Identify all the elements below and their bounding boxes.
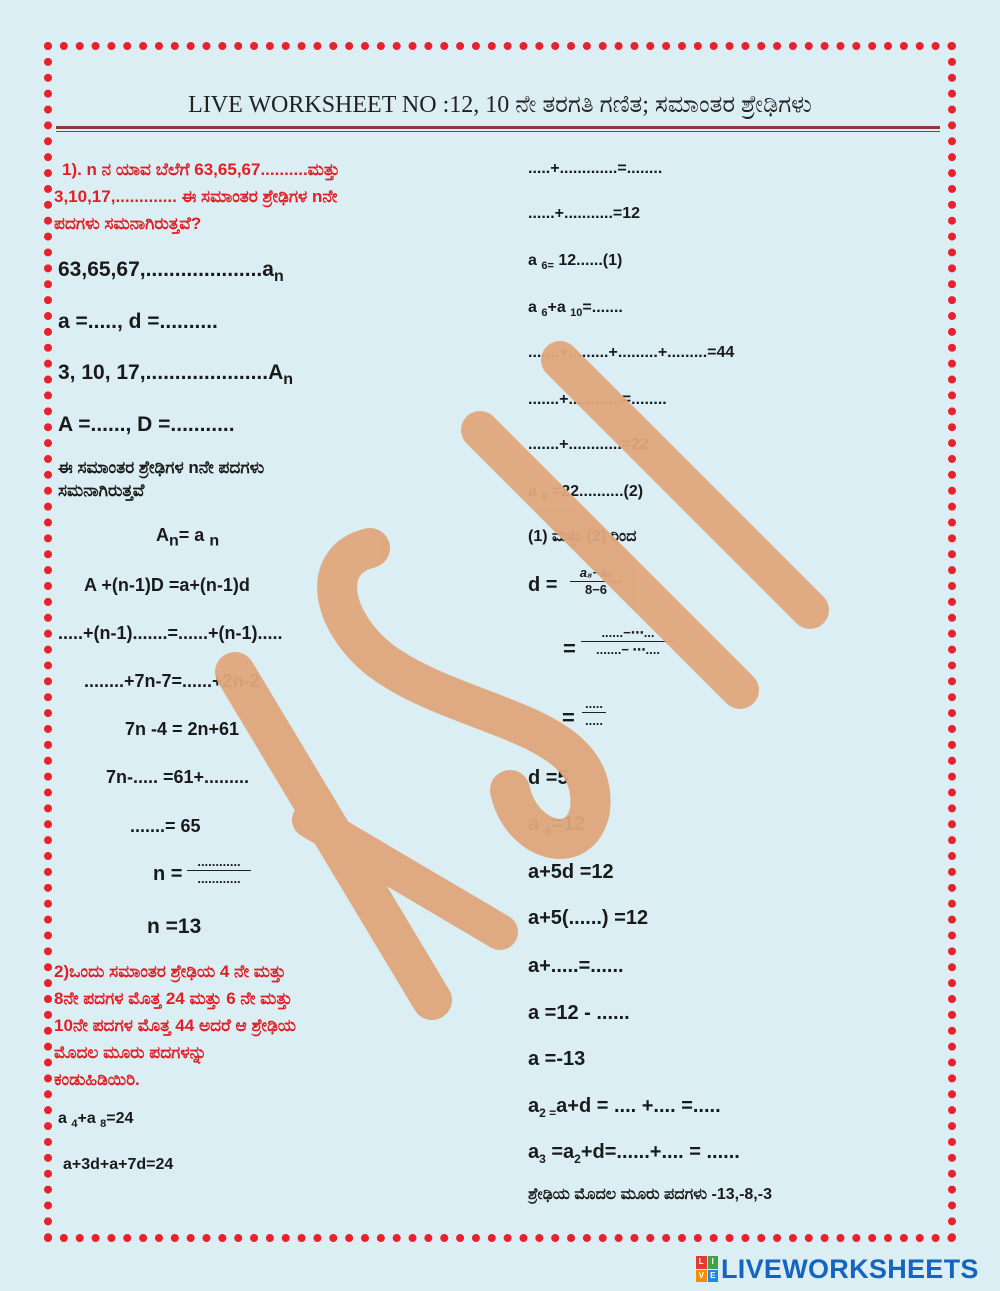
- blank-fraction-1-denominator: .......− ⋯....: [596, 642, 660, 657]
- right-line-7: .......+............=22: [528, 436, 649, 453]
- right-line-1: .....+.............=........: [528, 160, 663, 177]
- q1-eq-3: ........+7n-7=......+2n-2: [84, 671, 260, 691]
- right-line-3: a $_{6=}$ 12......(1): [528, 252, 623, 273]
- logo-letter-e: E: [708, 1270, 719, 1283]
- logo-letter-v: V: [696, 1270, 707, 1283]
- right-eq-a-value: a =-13: [528, 1048, 586, 1070]
- right-line-6: .......+............=........: [528, 391, 667, 408]
- right-line-2: ......+...........=12: [528, 205, 641, 222]
- q1-n-answer: n =13: [147, 915, 202, 938]
- q1-note-1: ಈ ಸಮಾಂತರ ಶ್ರೇಢಿಗಳ nನೇ ಪದಗಳು: [58, 458, 265, 477]
- right-line-5: .......+.........+.........+.........=44: [528, 344, 735, 361]
- logo-text: LIVEWORKSHEETS: [721, 1253, 979, 1284]
- q1-eq-1: A +(n-1)D =a+(n-1)d: [84, 575, 250, 595]
- d-numerator: a₈−a₆: [579, 565, 613, 580]
- q2-line-5: ಕಂಡುಹಿಡಿಯಿರಿ.: [54, 1070, 140, 1089]
- q2-line-2: 8ನೇ ಪದಗಳ ಮೊತ್ತ 24 ಮತ್ತು 6 ನೇ ಮತ್ತು: [54, 989, 293, 1008]
- q1-n-denominator: ............: [197, 871, 241, 886]
- q1-eq-5: 7n-..... =61+.........: [106, 767, 250, 787]
- liveworksheets-logo: [696, 1252, 979, 1286]
- q1-An-equals-an: $A_n= a$ $_n$: [156, 525, 220, 550]
- right-final-answer: ಶ್ರೇಢಿಯ ಮೊದಲ ಮೂರು ಪದಗಳು -13,-8,-3: [528, 1186, 772, 1203]
- logo-icon: [696, 1256, 718, 1282]
- q1-eq-2: .....+(n-1).......=......+(n-1).....: [58, 623, 283, 643]
- d-denominator: 8−6: [584, 582, 608, 597]
- q1-eq-4: 7n -4 = 2n+61: [125, 719, 240, 739]
- q2-step-2: a+3d+a+7d=24: [63, 1156, 174, 1173]
- blank-fraction-1-numerator: ......−⋯...: [601, 625, 655, 640]
- watermark-s: [337, 548, 590, 839]
- right-a6: a $_6$=12: [528, 813, 586, 838]
- right-eq-a2: $a_{2 =}a+d$ = .... +.... =.....: [528, 1095, 721, 1120]
- q1-A-D: A =......, D =...........: [58, 413, 235, 436]
- logo-letter-l: L: [696, 1256, 707, 1269]
- blank-fraction-2-denominator: .....: [584, 713, 604, 728]
- right-d-value: d =5: [528, 767, 569, 789]
- blank-fraction-2-numerator: .....: [584, 696, 604, 711]
- q1-line-1: 1). n ನ ಯಾವ ಬೆಲೆಗೆ 63,65,67..........ಮತ್ತು: [62, 160, 340, 179]
- watermark-n: [480, 360, 810, 690]
- right-eq-a-plus: a+.....=......: [528, 955, 624, 977]
- right-line-8: a $_8$ =22..........(2): [528, 483, 644, 504]
- q2-line-4: ಮೊದಲ ಮೂರು ಪದಗಳನ್ನು: [54, 1043, 207, 1062]
- q1-sequence-1: $63,65,67,....................a_n$: [58, 258, 284, 286]
- right-eq-a3: $a_3 =a_2+d=......+$.... = ......: [528, 1141, 740, 1166]
- logo-letter-i: I: [708, 1256, 719, 1269]
- right-line-9: (1) ಮತ್ತು (2) ರಿಂದ: [528, 528, 637, 545]
- d-formula-label: d =: [528, 574, 558, 596]
- q2-step-1: a $_4$+a $_8$=24: [58, 1110, 134, 1131]
- fraction-equals-2: =: [562, 705, 575, 730]
- q1-n-label: n =: [153, 863, 183, 885]
- q1-eq-6: .......= 65: [130, 816, 201, 836]
- q1-note-2: ಸಮನಾಗಿರುತ್ತವೆ: [58, 481, 145, 500]
- fraction-equals-1: =: [563, 636, 576, 661]
- right-eq-a-12: a =12 - ......: [528, 1002, 630, 1024]
- q2-line-3: 10ನೇ ಪದಗಳ ಮೊತ್ತ 44 ಅದರೆ ಆ ಶ್ರೇಢಿಯ: [54, 1016, 296, 1035]
- q1-a-d: a =....., d =..........: [58, 310, 218, 333]
- q1-line-3: ಪದಗಳು ಸಮನಾಗಿರುತ್ತವೆ?: [54, 214, 202, 233]
- q1-line-2: 3,10,17,............. ಈ ಸಮಾಂತರ ಶ್ರೇಢಿಗಳ nನೇ: [54, 187, 338, 206]
- q2-line-1: 2)ಒಂದು ಸಮಾಂತರ ಶ್ರೇಢಿಯ 4 ನೇ ಮತ್ತು: [54, 962, 286, 981]
- right-line-4: a $_6$+a $_{10}$=.......: [528, 299, 623, 320]
- q1-n-numerator: ............: [197, 854, 241, 869]
- right-eq-a5blank: a+5(......) =12: [528, 907, 649, 929]
- q1-sequence-2: 3, 10, $17,.....................A_n$: [58, 361, 294, 389]
- page-title: LIVE WORKSHEET NO :12, 10 ನೇ ತರಗತಿ ಗಣಿತ; ಸಮಾಂತರ ಶ್ರೇಢಿಗಳು: [188, 92, 812, 118]
- right-eq-a5d: a+5d =12: [528, 861, 614, 883]
